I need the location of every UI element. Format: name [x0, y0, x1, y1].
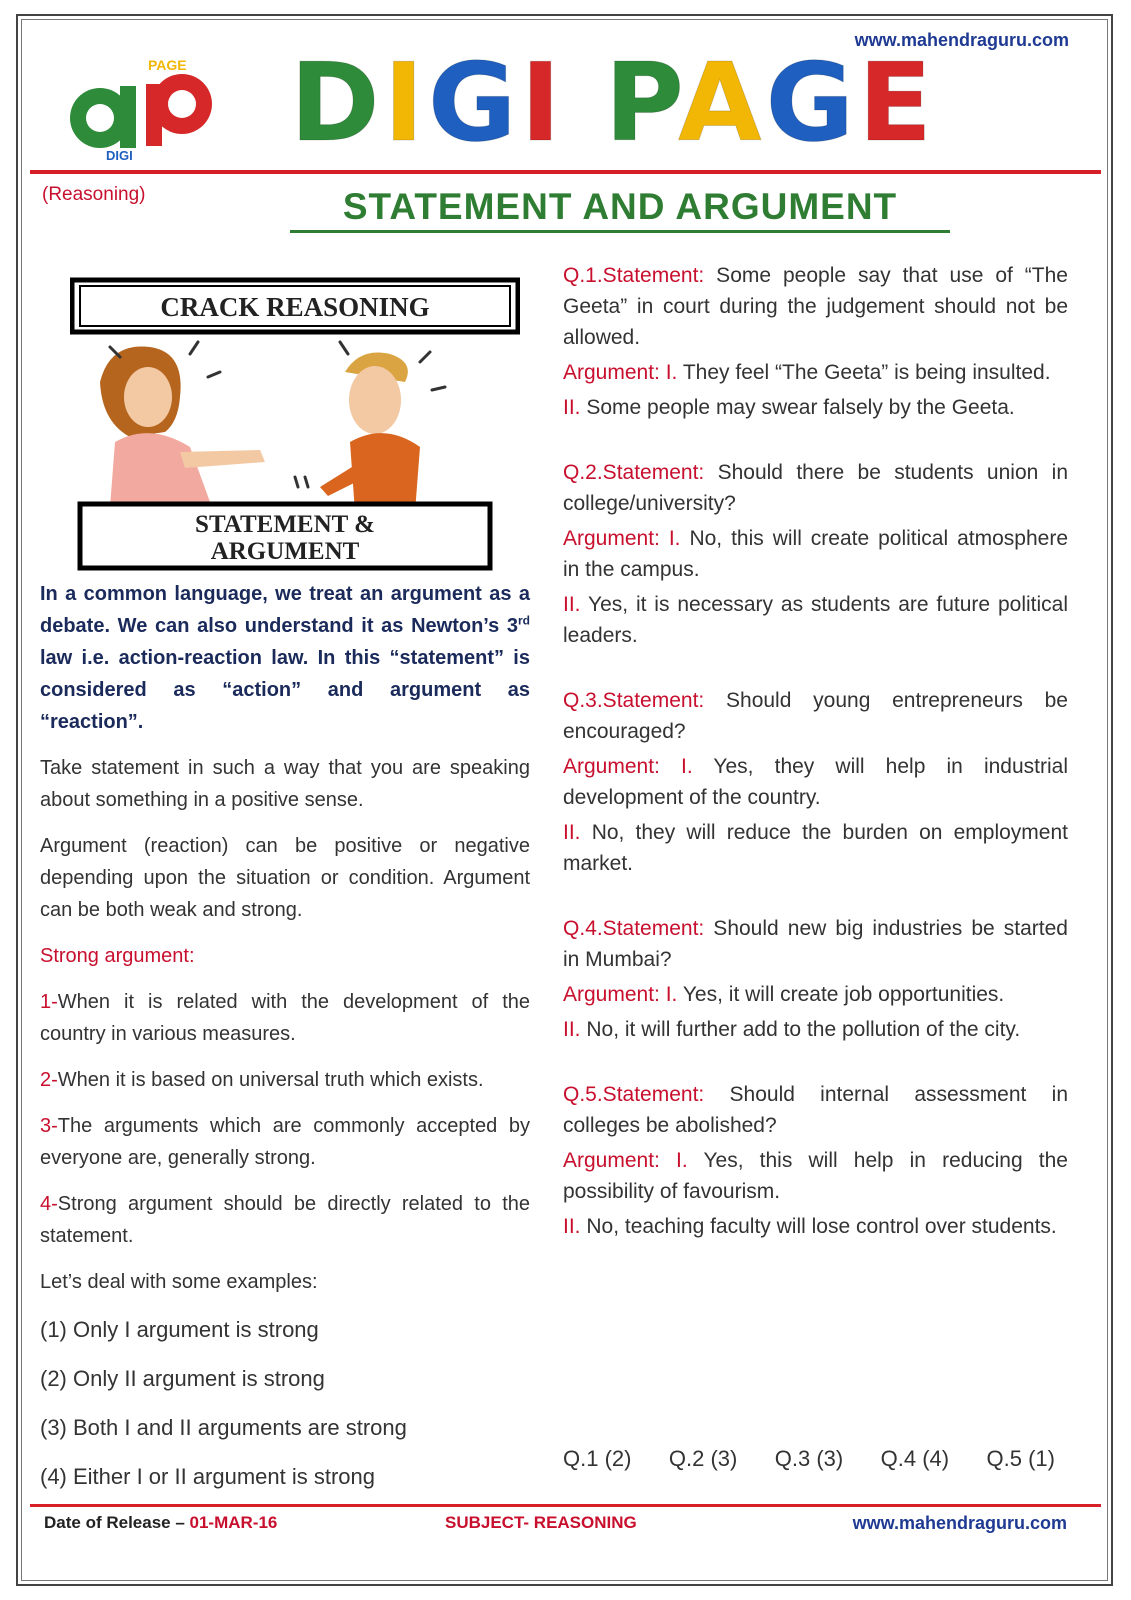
banner-letter: P: [604, 41, 678, 166]
logo-text-digi: DIGI: [106, 148, 133, 162]
illus-bottom-label-2: ARGUMENT: [210, 538, 360, 565]
examples-intro: Let’s deal with some examples:: [40, 1271, 318, 1293]
answer-key-item: Q.5 (1): [986, 1446, 1055, 1471]
strong-point: 1-When it is related with the development of the country in various measures.: [40, 991, 530, 1045]
question-statement: Q.3.Statement: Should young entrepreneurs be encouraged?: [563, 689, 1068, 743]
question-argument-2: II. Some people may swear falsely by the Geeta.: [563, 396, 1015, 419]
crack-reasoning-illustration: [70, 272, 520, 572]
question-argument-1: Argument: I. Yes, this will help in reducing the possibility of favourism.: [563, 1149, 1068, 1203]
question-block: [563, 1079, 1068, 1242]
question-statement: Q.1.Statement: Some people say that use of “The Geeta” in court during the judgement should not be allowed.: [563, 264, 1068, 349]
question-argument-1: Argument: I. They feel “The Geeta” is being insulted.: [563, 361, 1051, 384]
answer-key: [563, 1446, 1055, 1472]
strong-point: 4-Strong argument should be directly related to the statement.: [40, 1193, 530, 1247]
question-statement: Q.5.Statement: Should internal assessment in colleges be abolished?: [563, 1083, 1068, 1137]
banner-letter: D: [290, 41, 384, 166]
header-website[interactable]: www.mahendraguru.com: [854, 30, 1069, 50]
strong-point: 2-When it is based on universal truth which exists.: [40, 1069, 484, 1091]
answer-options: [40, 1312, 530, 1494]
release-date: Date of Release – 01-MAR-16: [44, 1513, 278, 1532]
answer-option: (3) Both I and II arguments are strong: [40, 1415, 407, 1440]
digi-page-logo: [62, 56, 222, 162]
question-block: [563, 457, 1068, 651]
banner-letter: I: [383, 41, 428, 166]
answer-key-item: Q.4 (4): [880, 1446, 950, 1471]
question-statement: Q.4.Statement: Should new big industries be started in Mumbai?: [563, 917, 1068, 971]
banner-letter: G: [427, 41, 521, 166]
illus-bottom-label-1: STATEMENT &: [195, 511, 375, 538]
question-statement: Q.2.Statement: Should there be students union in college/university?: [563, 461, 1068, 515]
subject-tag: (Reasoning): [42, 184, 146, 205]
question-argument-1: Argument: I. No, this will create political atmosphere in the campus.: [563, 527, 1068, 581]
question-block: [563, 260, 1068, 423]
question-argument-1: Argument: I. Yes, they will help in industrial development of the country.: [563, 755, 1068, 809]
answer-option: (1) Only I argument is strong: [40, 1317, 319, 1342]
answer-key-item: Q.1 (2): [563, 1446, 632, 1471]
question-argument-2: II. No, teaching faculty will lose control over students.: [563, 1215, 1057, 1238]
questions-column: [563, 260, 1068, 1276]
digi-page-banner: [290, 41, 936, 166]
footer-subject: SUBJECT- REASONING: [445, 1513, 637, 1532]
answer-option: (2) Only II argument is strong: [40, 1366, 325, 1391]
footer-divider: [30, 1504, 1101, 1507]
banner-letter: A: [677, 41, 766, 166]
answer-option: (4) Either I or II argument is strong: [40, 1464, 376, 1489]
question-block: [563, 913, 1068, 1045]
header-divider: [30, 170, 1101, 174]
argument-explanation: Argument (reaction) can be positive or negative depending upon the situation or condition. Argument can be both weak and strong.: [40, 835, 530, 921]
statement-explanation: Take statement in such a way that you are speaking about something in a positive sense.: [40, 757, 530, 811]
intro-paragraph: In a common language, we treat an argument as a debate. We can also understand it as Newton’s 3rd law i.e. action-reaction law. In this “statement” is considered as “action” and argument as “reaction”.: [40, 583, 530, 733]
banner-letter: I: [520, 41, 565, 166]
question-argument-2: II. Yes, it is necessary as students are future political leaders.: [563, 593, 1068, 647]
strong-argument-heading: Strong argument:: [40, 945, 195, 967]
page-title: STATEMENT AND ARGUMENT: [290, 186, 950, 233]
banner-letter: E: [858, 41, 936, 166]
answer-key-item: Q.2 (3): [668, 1446, 738, 1471]
left-column: [40, 578, 530, 1508]
logo-text-page: PAGE: [148, 57, 187, 73]
question-block: [563, 685, 1068, 879]
question-argument-1: Argument: I. Yes, it will create job opportunities.: [563, 983, 1005, 1006]
strong-point: 3-The arguments which are commonly accepted by everyone are, generally strong.: [40, 1115, 530, 1169]
answer-key-item: Q.3 (3): [774, 1446, 844, 1471]
question-argument-2: II. No, it will further add to the pollution of the city.: [563, 1018, 1021, 1041]
banner-letter: G: [765, 41, 859, 166]
question-argument-2: II. No, they will reduce the burden on employment market.: [563, 821, 1068, 875]
illus-top-label: CRACK REASONING: [160, 292, 430, 322]
strong-argument-points: [40, 986, 530, 1252]
footer-website[interactable]: www.mahendraguru.com: [852, 1513, 1067, 1533]
